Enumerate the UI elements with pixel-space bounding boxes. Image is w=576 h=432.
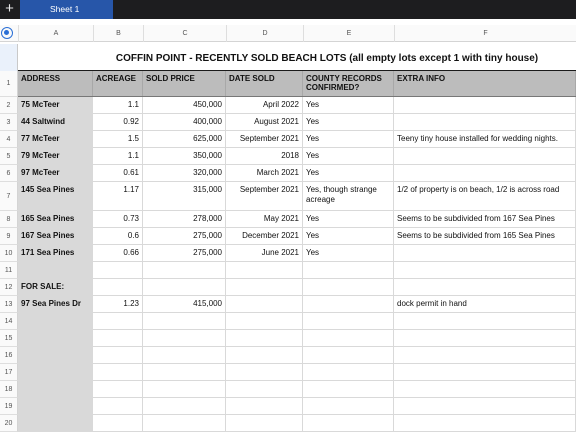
cell-address[interactable]: 97 McTeer xyxy=(18,165,93,181)
cell-extra-info[interactable] xyxy=(394,279,576,295)
cell-county-records[interactable] xyxy=(303,262,394,278)
row-number[interactable]: 3 xyxy=(0,114,18,131)
empty-cell[interactable] xyxy=(93,330,143,346)
column-header-bar xyxy=(0,25,576,42)
row-number[interactable]: 16 xyxy=(0,347,18,364)
row-number[interactable]: 10 xyxy=(0,245,18,262)
empty-cell[interactable] xyxy=(93,398,143,414)
cell-acreage[interactable]: 0.6 xyxy=(93,228,143,244)
empty-cell[interactable] xyxy=(226,398,303,414)
column-header-b[interactable]: B xyxy=(93,25,143,42)
row-number[interactable]: 4 xyxy=(0,131,18,148)
cell-date-sold[interactable]: September 2021 xyxy=(226,182,303,210)
cell-extra-info[interactable] xyxy=(394,148,576,164)
cell-county-records[interactable] xyxy=(303,279,394,295)
cell-sold-price[interactable]: 415,000 xyxy=(143,296,226,312)
cell-date-sold[interactable]: December 2021 xyxy=(226,228,303,244)
cell-acreage[interactable]: 0.66 xyxy=(93,245,143,261)
empty-cell[interactable] xyxy=(303,364,394,380)
empty-cell[interactable] xyxy=(18,364,93,380)
cell-extra-info[interactable]: 1/2 of property is on beach, 1/2 is across road xyxy=(394,182,576,210)
add-sheet-plus-icon[interactable]: + xyxy=(5,0,14,17)
cell-date-sold[interactable]: March 2021 xyxy=(226,165,303,181)
table-header-row xyxy=(18,71,576,97)
cell-sold-price[interactable]: 625,000 xyxy=(143,131,226,147)
cell-sold-price[interactable]: 315,000 xyxy=(143,182,226,210)
table-row xyxy=(18,279,576,296)
column-header-e[interactable]: E xyxy=(303,25,394,42)
cell-county-records[interactable]: Yes xyxy=(303,114,394,130)
cell-address[interactable]: 77 McTeer xyxy=(18,131,93,147)
row-number[interactable]: 19 xyxy=(0,398,18,415)
table-row xyxy=(18,148,576,165)
title-row xyxy=(0,44,576,71)
empty-cell[interactable] xyxy=(18,398,93,414)
cell-date-sold[interactable]: May 2021 xyxy=(226,211,303,227)
cell-acreage[interactable]: 1.5 xyxy=(93,131,143,147)
header-extra-info[interactable]: EXTRA INFO xyxy=(394,71,576,96)
empty-cell[interactable] xyxy=(226,364,303,380)
cell-sold-price[interactable]: 278,000 xyxy=(143,211,226,227)
empty-cell[interactable] xyxy=(18,381,93,397)
cell-extra-info[interactable]: Teeny tiny house installed for wedding nights. xyxy=(394,131,576,147)
cell-sold-price[interactable]: 275,000 xyxy=(143,228,226,244)
empty-cell[interactable] xyxy=(394,364,576,380)
cell-acreage[interactable]: 0.73 xyxy=(93,211,143,227)
empty-row xyxy=(18,364,576,381)
table-row xyxy=(18,182,576,211)
table-row xyxy=(18,114,576,131)
cell-acreage[interactable] xyxy=(93,279,143,295)
empty-cell[interactable] xyxy=(303,415,394,431)
cell-date-sold[interactable] xyxy=(226,262,303,278)
cell-date-sold[interactable] xyxy=(226,296,303,312)
row-number[interactable]: 11 xyxy=(0,262,18,279)
cell-extra-info[interactable] xyxy=(394,114,576,130)
header-acreage[interactable]: ACREAGE xyxy=(93,71,143,96)
cell-acreage[interactable]: 1.23 xyxy=(93,296,143,312)
table-row xyxy=(18,296,576,313)
empty-cell[interactable] xyxy=(18,415,93,431)
cell-date-sold[interactable] xyxy=(226,279,303,295)
cell-acreage[interactable]: 0.61 xyxy=(93,165,143,181)
row-number[interactable]: 1 xyxy=(0,71,18,97)
row-number[interactable]: 2 xyxy=(0,97,18,114)
header-address[interactable]: ADDRESS xyxy=(18,71,93,96)
table-row xyxy=(18,245,576,262)
cell-address[interactable]: 97 Sea Pines Dr xyxy=(18,296,93,312)
cell-extra-info[interactable] xyxy=(394,97,576,113)
cell-address[interactable]: 165 Sea Pines xyxy=(18,211,93,227)
cell-sold-price[interactable]: 320,000 xyxy=(143,165,226,181)
cell-county-records[interactable]: Yes xyxy=(303,148,394,164)
table-row xyxy=(18,262,576,279)
empty-cell[interactable] xyxy=(18,313,93,329)
cell-date-sold[interactable]: September 2021 xyxy=(226,131,303,147)
empty-cell[interactable] xyxy=(226,347,303,363)
row-number[interactable]: 17 xyxy=(0,364,18,381)
empty-cell[interactable] xyxy=(143,330,226,346)
empty-cell[interactable] xyxy=(303,330,394,346)
row-number[interactable]: 15 xyxy=(0,330,18,347)
empty-row xyxy=(18,313,576,330)
cell-county-records[interactable]: Yes xyxy=(303,165,394,181)
cell-acreage[interactable]: 0.92 xyxy=(93,114,143,130)
cell-extra-info[interactable] xyxy=(394,245,576,261)
empty-cell[interactable] xyxy=(93,347,143,363)
cell-acreage[interactable]: 1.17 xyxy=(93,182,143,210)
cell-sold-price[interactable]: 450,000 xyxy=(143,97,226,113)
cell-acreage[interactable]: 1.1 xyxy=(93,148,143,164)
row-number[interactable]: 7 xyxy=(0,182,18,211)
column-header-c[interactable]: C xyxy=(143,25,226,42)
empty-cell[interactable] xyxy=(394,381,576,397)
row-number[interactable]: 6 xyxy=(0,165,18,182)
empty-cell[interactable] xyxy=(303,347,394,363)
empty-row xyxy=(18,330,576,347)
header-county-records[interactable]: COUNTY RECORDS CONFIRMED? xyxy=(303,71,394,96)
table-row xyxy=(18,131,576,148)
cell-address[interactable]: 171 Sea Pines xyxy=(18,245,93,261)
header-sold-price[interactable]: SOLD PRICE xyxy=(143,71,226,96)
cell-county-records[interactable]: Yes xyxy=(303,245,394,261)
column-header-f[interactable]: F xyxy=(394,25,576,42)
cell-county-records[interactable]: Yes, though strange acreage xyxy=(303,182,394,210)
cell-extra-info[interactable]: dock permit in hand xyxy=(394,296,576,312)
empty-cell[interactable] xyxy=(93,313,143,329)
empty-cell[interactable] xyxy=(226,381,303,397)
row-number[interactable]: 18 xyxy=(0,381,18,398)
row-number[interactable]: 9 xyxy=(0,228,18,245)
row-number[interactable]: 13 xyxy=(0,296,18,313)
cell-address[interactable]: 145 Sea Pines xyxy=(18,182,93,210)
empty-cell[interactable] xyxy=(394,330,576,346)
table-row xyxy=(18,228,576,245)
empty-cell[interactable] xyxy=(394,398,576,414)
empty-row xyxy=(18,415,576,432)
cell-extra-info[interactable] xyxy=(394,262,576,278)
row-number[interactable]: 20 xyxy=(0,415,18,432)
empty-cell[interactable] xyxy=(143,415,226,431)
empty-row xyxy=(18,398,576,415)
empty-cell[interactable] xyxy=(18,347,93,363)
row-number[interactable]: 8 xyxy=(0,211,18,228)
cell-for-sale-label[interactable]: FOR SALE: xyxy=(18,279,93,295)
cell-sold-price[interactable] xyxy=(143,262,226,278)
sheet-tab-sheet-1[interactable]: Sheet 1 xyxy=(20,0,113,19)
sheet-title[interactable]: COFFIN POINT - RECENTLY SOLD BEACH LOTS (all empty lots except 1 with tiny house) xyxy=(115,53,539,64)
empty-row xyxy=(18,381,576,398)
empty-cell[interactable] xyxy=(303,313,394,329)
cell-extra-info[interactable]: Seems to be subdivided from 165 Sea Pines xyxy=(394,228,576,244)
empty-cell[interactable] xyxy=(93,415,143,431)
cell-county-records[interactable]: Yes xyxy=(303,228,394,244)
cell-extra-info[interactable] xyxy=(394,165,576,181)
empty-row xyxy=(18,347,576,364)
column-header-a[interactable]: A xyxy=(18,25,93,42)
cell-address[interactable]: 167 Sea Pines xyxy=(18,228,93,244)
cell-county-records[interactable]: Yes xyxy=(303,97,394,113)
cell-sold-price[interactable]: 275,000 xyxy=(143,245,226,261)
table-row xyxy=(18,165,576,182)
empty-cell[interactable] xyxy=(394,313,576,329)
cell-extra-info[interactable]: Seems to be subdivided from 167 Sea Pines xyxy=(394,211,576,227)
empty-cell[interactable] xyxy=(93,364,143,380)
cell-date-sold[interactable]: 2018 xyxy=(226,148,303,164)
empty-cell[interactable] xyxy=(303,398,394,414)
empty-cell[interactable] xyxy=(18,330,93,346)
table-row xyxy=(18,211,576,228)
empty-cell[interactable] xyxy=(226,415,303,431)
cell-county-records[interactable] xyxy=(303,296,394,312)
header-date-sold[interactable]: DATE SOLD xyxy=(226,71,303,96)
cell-county-records[interactable]: Yes xyxy=(303,211,394,227)
row-number[interactable]: 12 xyxy=(0,279,18,296)
title-row-number xyxy=(0,44,18,71)
empty-cell[interactable] xyxy=(303,381,394,397)
empty-cell[interactable] xyxy=(143,381,226,397)
cell-sold-price[interactable]: 400,000 xyxy=(143,114,226,130)
empty-cell[interactable] xyxy=(143,313,226,329)
empty-cell[interactable] xyxy=(226,330,303,346)
cell-address[interactable]: 44 Saltwind xyxy=(18,114,93,130)
cell-date-sold[interactable]: August 2021 xyxy=(226,114,303,130)
row-number[interactable]: 5 xyxy=(0,148,18,165)
row-number[interactable]: 14 xyxy=(0,313,18,330)
empty-cell[interactable] xyxy=(226,313,303,329)
cell-address[interactable]: 75 McTeer xyxy=(18,97,93,113)
empty-cell[interactable] xyxy=(143,347,226,363)
cell-county-records[interactable]: Yes xyxy=(303,131,394,147)
sheet-tab-bar xyxy=(0,0,576,19)
cell-address[interactable] xyxy=(18,262,93,278)
cell-acreage[interactable] xyxy=(93,262,143,278)
cell-address[interactable]: 79 McTeer xyxy=(18,148,93,164)
cell-date-sold[interactable]: June 2021 xyxy=(226,245,303,261)
select-all-icon[interactable] xyxy=(1,27,13,39)
empty-cell[interactable] xyxy=(93,381,143,397)
cell-date-sold[interactable]: April 2022 xyxy=(226,97,303,113)
column-header-d[interactable]: D xyxy=(226,25,303,42)
table-row xyxy=(18,97,576,114)
empty-cell[interactable] xyxy=(143,364,226,380)
cell-sold-price[interactable]: 350,000 xyxy=(143,148,226,164)
empty-cell[interactable] xyxy=(394,347,576,363)
cell-acreage[interactable]: 1.1 xyxy=(93,97,143,113)
cell-sold-price[interactable] xyxy=(143,279,226,295)
empty-cell[interactable] xyxy=(394,415,576,431)
empty-cell[interactable] xyxy=(143,398,226,414)
